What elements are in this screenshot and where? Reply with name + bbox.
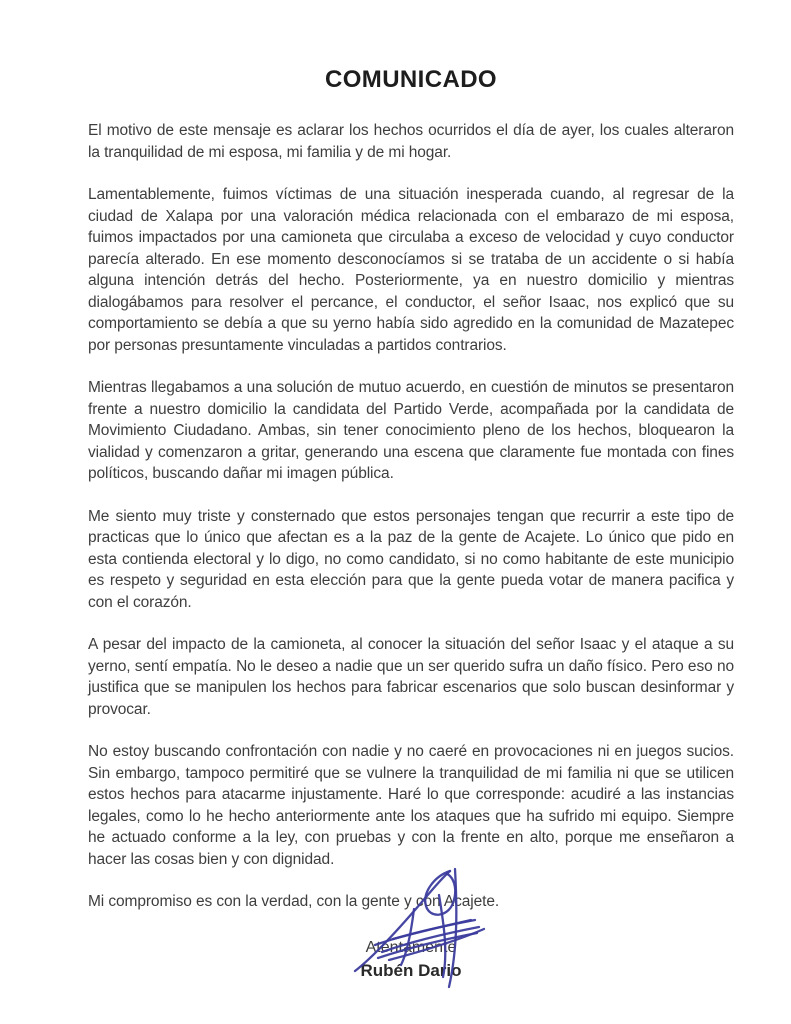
paragraph-empathy: A pesar del impacto de la camioneta, al conocer la situación del señor Isaac y el ataque a su yerno, sentí empatía. No le deseo a nadie que un ser querido sufra un daño físico. Pero eso no justifica que se manipulen los hechos para fabricar escenarios que solo buscan desinformar y provocar. bbox=[88, 636, 734, 718]
paragraph-candidates: Mientras llegabamos a una solución de mutuo acuerdo, en cuestión de minutos se presentaron frente a nuestro domicilio la candidata del Partido Verde, acompañada por la candidata de Movimiento Ciudadano. Ambas, sin tener conocimiento pleno de los hechos, bloquearon la vialidad y comenzaron a gritar, generando una escena que claramente fue montada con fines políticos, buscando dañar mi imagen pública. bbox=[88, 379, 734, 482]
paragraph-commitment: Mi compromiso es con la verdad, con la gente y con Acajete. bbox=[88, 893, 500, 910]
paragraph-intro: El motivo de este mensaje es aclarar los hechos ocurridos el día de ayer, los cuales alteraron la tranquilidad de mi esposa, mi familia y de mi hogar. bbox=[88, 122, 734, 161]
paragraph-incident: Lamentablemente, fuimos víctimas de una situación inesperada cuando, al regresar de la ciudad de Xalapa por una valoración médica relacionada con el embarazo de mi esposa, fuimos impactados por una camioneta que circulaba a exceso de velocidad y cuyo conductor parecía alterado. En ese momento desconocíamos si se trataba de un accidente o si había alguna intención detrás del hecho. Posteriormente, ya en nuestro domicilio y mientras dialogábamos para resolver el percance, el conductor, el señor Isaac, nos explicó que su comportamiento se debía a que su yerno había sido agredido en la comunidad de Mazatepec por personas presuntamente vinculadas a partidos contrarios. bbox=[88, 186, 734, 354]
document-body bbox=[88, 120, 734, 913]
closing-block bbox=[88, 937, 734, 982]
signatory-name: Rubén Dario bbox=[360, 960, 462, 980]
salutation: Atentamente bbox=[365, 938, 457, 956]
paragraph-legal: No estoy buscando confrontación con nadie y no caeré en provocaciones ni en juegos sucios. Sin embargo, tampoco permitiré que se vulnere la tranquilidad de mi familia ni que se utilicen estos hechos para atacarme injustamente. Haré lo que corresponde: acudiré a las instancias legales, como lo he hecho anteriormente ante los ataques que ha sufrido mi equipo. Siempre he actuado conforme a la ley, con pruebas y con la frente en alto, porque me enseñaron a hacer las cosas bien y con dignidad. bbox=[88, 743, 734, 868]
paragraph-sentiment: Me siento muy triste y consternado que estos personajes tengan que recurrir a este tipo de practicas que lo único que afectan es a la paz de la gente de Acajete. Lo único que pido en esta contienda electoral y lo digo, no como candidato, si no como habitante de este municipio es respeto y seguridad en esta elección para que la gente pueda votar de manera pacifica y con el corazón. bbox=[88, 507, 734, 611]
page-title: COMUNICADO bbox=[325, 66, 497, 93]
